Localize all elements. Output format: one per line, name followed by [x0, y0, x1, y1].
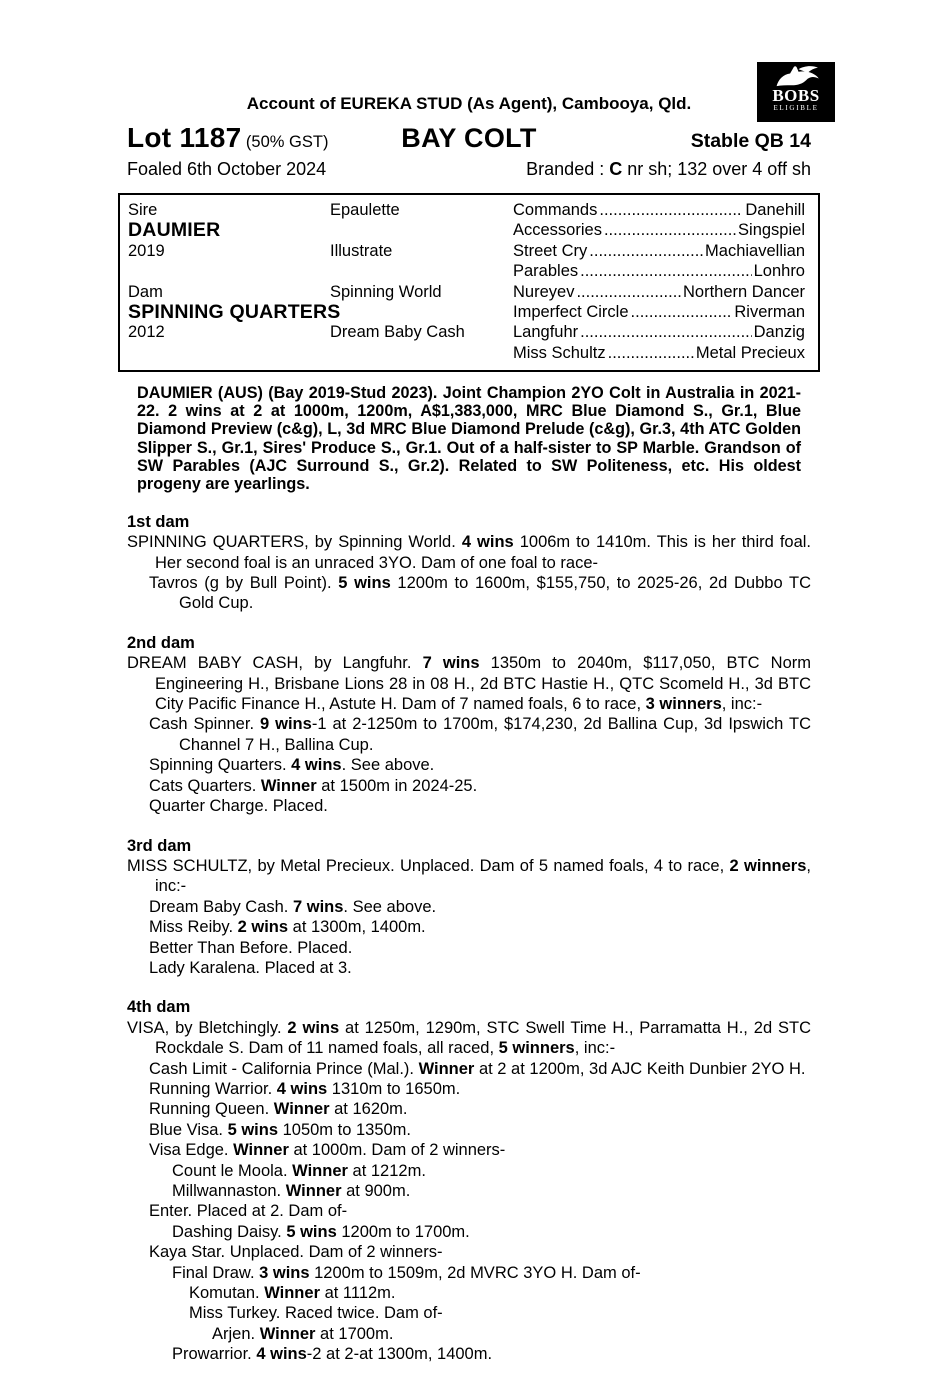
dots-leader	[580, 261, 751, 281]
pedigree-cell	[330, 220, 513, 240]
pedigree-paragraph: Blue Visa. 5 wins 1050m to 1350m.	[149, 1120, 412, 1139]
pedigree-cell	[128, 343, 330, 363]
dam-sections	[127, 512, 811, 1365]
ancestor-name-left: Accessories	[513, 221, 602, 240]
pedigree-paragraph: Dashing Daisy. 5 wins 1200m to 1700m.	[172, 1222, 470, 1241]
pedigree-row	[128, 220, 805, 240]
bobs-logo	[757, 62, 835, 122]
pedigree-paragraph: Miss Reiby. 2 wins at 1300m, 1400m.	[149, 918, 426, 937]
ancestor-name-left: Langfuhr	[513, 323, 579, 342]
pedigree-paragraph: MISS SCHULTZ, by Metal Precieux. Unplaced. Dam of 5 named foals, 4 to race, 2 winners, inc:-	[127, 856, 811, 896]
lot-row	[127, 122, 811, 154]
pedigree-paragraph: Kaya Star. Unplaced. Dam of 2 winners-	[149, 1243, 443, 1262]
pedigree-paragraph: Dream Baby Cash. 7 wins. See above.	[149, 897, 437, 916]
dam-heading: 1st dam	[127, 512, 190, 531]
ancestor-pair	[513, 282, 805, 302]
horse-type: BAY COLT	[401, 123, 537, 153]
dots-leader	[599, 200, 743, 220]
pedigree-paragraph: DREAM BABY CASH, by Langfuhr. 7 wins 1350m to 2040m, $117,050, BTC Norm Engineering H., Brisbane Lions 28 in 08 H., 2d BTC Hastie H., QTC Scomeld H., 3d BTC City Pacific Finance H., Astute H. Dam of 7 named foals, 6 to race, 3 winners, inc:-	[127, 654, 811, 714]
dots-leader	[576, 282, 681, 302]
ancestor-name-right: Machiavellian	[705, 241, 805, 260]
pedigree-cell: Spinning World	[330, 282, 442, 301]
pedigree-paragraph: Quarter Charge. Placed.	[149, 797, 328, 816]
ancestor-name-right: Metal Precieux	[695, 343, 805, 362]
ancestor-name-right: Lonhro	[753, 262, 805, 281]
pedigree-paragraph: Running Queen. Winner at 1620m.	[149, 1100, 408, 1119]
foal-row	[127, 159, 811, 180]
ancestor-pair	[513, 261, 805, 281]
gst-note: (50% GST)	[245, 133, 329, 151]
ancestor-name-right: Danzig	[753, 323, 805, 342]
pedigree-cell	[330, 343, 513, 363]
pedigree-paragraph: VISA, by Bletchingly. 2 wins at 1250m, 1290m, STC Swell Time H., Parramatta H., 2d STC Rockdale S. Dam of 11 named foals, all raced, 5 winners, inc:-	[127, 1018, 811, 1058]
pedigree-row	[128, 343, 805, 363]
pedigree-cell	[330, 302, 513, 322]
dam-heading: 3rd dam	[127, 836, 192, 855]
pedigree-cell: Epaulette	[330, 201, 400, 219]
dots-leader	[631, 302, 733, 322]
dots-leader	[608, 343, 694, 363]
ancestor-name-left: Parables	[513, 262, 579, 281]
pedigree-row	[128, 282, 805, 302]
pedigree-paragraph: Komutan. Winner at 1112m.	[189, 1284, 396, 1303]
bobs-logo-title: BOBS	[772, 86, 820, 105]
pedigree-paragraph: Tavros (g by Bull Point). 5 wins 1200m to 1600m, $155,750, to 2025-26, 2d Dubbo TC Gold Cup.	[149, 574, 811, 613]
pedigree-row	[128, 302, 805, 322]
ancestor-name-right: Northern Dancer	[683, 282, 805, 301]
ancestor-pair	[513, 343, 805, 363]
ancestor-name-right: Singspiel	[738, 221, 805, 240]
brand-info	[526, 159, 811, 180]
pedigree-paragraph: Cash Limit - California Prince (Mal.). Winner at 2 at 1200m, 3d AJC Keith Dunbier 2YO H.	[149, 1059, 806, 1078]
brand-prefix: Branded :	[526, 159, 610, 179]
pedigree-row	[128, 261, 805, 281]
brand-letter: C	[609, 159, 623, 179]
pedigree-paragraph: Visa Edge. Winner at 1000m. Dam of 2 winners-	[149, 1141, 506, 1160]
dots-leader	[604, 220, 736, 240]
pedigree-paragraph: Prowarrior. 4 wins-2 at 2-at 1300m, 1400m.	[172, 1345, 493, 1364]
pedigree-paragraph: Count le Moola. Winner at 1212m.	[172, 1161, 426, 1180]
horse-name: SPINNING QUARTERS	[128, 301, 341, 324]
pedigree-paragraph: Spinning Quarters. 4 wins. See above.	[149, 756, 435, 775]
dots-leader	[589, 241, 703, 261]
pedigree-paragraph: Arjen. Winner at 1700m.	[212, 1324, 394, 1343]
pedigree-row	[128, 241, 805, 261]
pedigree-paragraph: Lady Karalena. Placed at 3.	[149, 958, 352, 977]
bobs-logo-subtitle: ELIGIBLE	[773, 104, 819, 112]
ancestor-pair	[513, 241, 805, 261]
pedigree-row	[128, 200, 805, 220]
pedigree-paragraph: SPINNING QUARTERS, by Spinning World. 4 wins 1006m to 1410m. This is her third foal. Her second foal is an unraced 3YO. Dam of one foal to race-	[127, 533, 812, 572]
stable-number: Stable QB 14	[690, 130, 811, 152]
lot-left	[127, 122, 401, 154]
dam-heading: 4th dam	[127, 998, 191, 1017]
pedigree-paragraph: Running Warrior. 4 wins 1310m to 1650m.	[149, 1079, 461, 1098]
pedigree-cell	[128, 261, 330, 281]
ancestor-name-left: Miss Schultz	[513, 343, 606, 362]
foaled-date: Foaled 6th October 2024	[127, 159, 327, 179]
ancestor-pair	[513, 322, 805, 342]
ancestor-name-left: Commands	[513, 201, 598, 219]
pedigree-cell: Dream Baby Cash	[330, 323, 465, 342]
ancestor-name-left: Street Cry	[513, 241, 588, 260]
ancestor-name-right: Riverman	[734, 303, 805, 322]
pedigree-paragraph: Cats Quarters. Winner at 1500m in 2024-25.	[149, 776, 478, 795]
ancestor-name-right: Danehill	[745, 201, 805, 219]
dots-leader	[580, 322, 751, 342]
pedigree-cell: Sire	[128, 201, 158, 219]
pedigree-paragraph: Cash Spinner. 9 wins-1 at 2-1250m to 1700m, $174,230, 2d Ballina Cup, 3d Ipswich TC Channel 7 H., Ballina Cup.	[149, 715, 812, 754]
pedigree-paragraph: Final Draw. 3 wins 1200m to 1509m, 2d MVRC 3YO H. Dam of-	[172, 1263, 641, 1282]
pedigree-row	[128, 322, 805, 342]
ancestor-pair	[513, 302, 805, 322]
pedigree-paragraph: Enter. Placed at 2. Dam of-	[149, 1202, 348, 1221]
lot-number: Lot 1187	[127, 122, 242, 153]
sire-summary: DAUMIER (AUS) (Bay 2019-Stud 2023). Joint Champion 2YO Colt in Australia in 2021-22. 2 wins at 2 at 1000m, 1200m, A$1,383,000, MRC Blue Diamond S., Gr.1, Blue Diamond Preview (c&g), L, 3d MRC Blue Diamond Prelude (c&g), Gr.3, 4th ATC Golden Slipper S., Gr.1, Sires' Produce S., Gr.1. Out of a half-sister to SP Marble. Grandson of SW Parables (AJC Surround S., Gr.2). Related to SW Politeness, etc. His oldest progeny are yearlings.	[137, 384, 801, 493]
brand-suffix: nr sh; 132 over 4 off sh	[622, 159, 811, 179]
horse-head-icon	[769, 65, 823, 87]
horse-name: DAUMIER	[128, 219, 221, 242]
pedigree-cell: Dam	[128, 282, 163, 301]
ancestor-name-left: Nureyev	[513, 282, 575, 301]
pedigree-cell: 2012	[128, 323, 165, 342]
ancestor-pair	[513, 200, 805, 220]
pedigree-cell: 2019	[128, 241, 165, 260]
ancestor-pair	[513, 220, 805, 240]
pedigree-paragraph: Miss Turkey. Raced twice. Dam of-	[189, 1304, 443, 1323]
pedigree-paragraph: Millwannaston. Winner at 900m.	[172, 1182, 411, 1200]
ancestor-name-left: Imperfect Circle	[513, 303, 629, 322]
pedigree-cell	[330, 261, 513, 281]
pedigree-paragraph: Better Than Before. Placed.	[149, 938, 353, 957]
account-line: Account of EUREKA STUD (As Agent), Cambooya, Qld.	[246, 94, 692, 113]
pedigree-cell: Illustrate	[330, 241, 393, 260]
pedigree-table	[118, 193, 820, 372]
dam-heading: 2nd dam	[127, 633, 195, 652]
